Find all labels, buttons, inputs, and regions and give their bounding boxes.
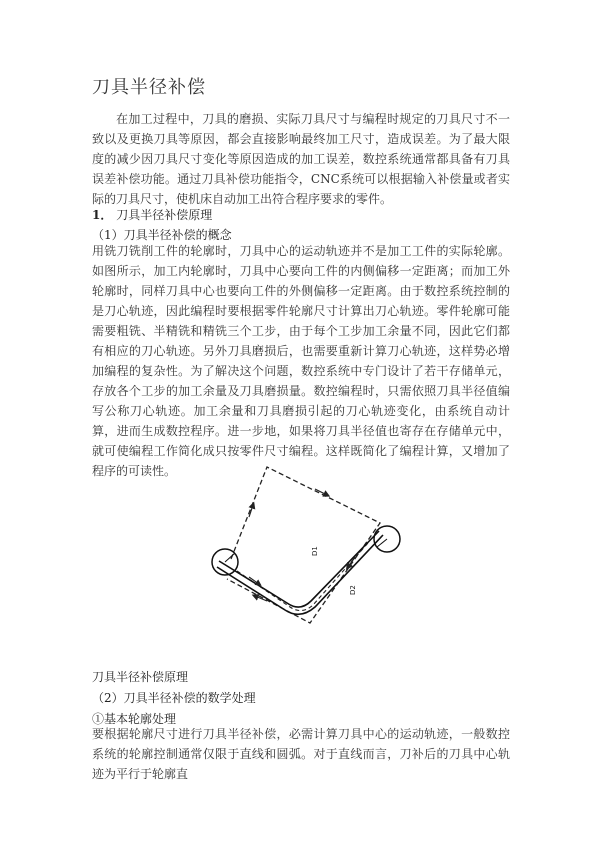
subsection-heading-math: （2）刀具半径补偿的数学处理 <box>92 691 256 705</box>
intro-paragraph: 在加工过程中，刀具的磨损、实际刀具尺寸与编程时规定的刀具尺寸不一致以及更换刀具等原因，都会直接影响最终加工尺寸，造成误差。为了最大限度的减少因刀具尺寸变化等原因造成的加工误差，数控系统通常都具备有刀具误差补偿功能。通过刀具补偿功能指令，CNC系统可以根据输入补偿量或者实际的刀具尺寸，使机床自动加工出符合程序要求的零件。 <box>92 112 510 206</box>
subsection-heading-concept: （1）刀具半径补偿的概念 <box>92 228 232 242</box>
concept-paragraph: 用铣刀铣削工件的轮廓时，刀具中心的运动轨迹并不是加工工件的实际轮廓。如图所示，加工内轮廓时，刀具中心要向工件的内侧偏移一定距离；而加工外轮廓时，同样刀具中心也要向工件的外侧偏移一定距离。由于数控系统控制的是刀心轨迹，因此编程时要根据零件轮廓尺寸计算出刀心轨迹。零件轮廓可能需要粗铣、半精铣和精铣三个工步，由于每个工步加工余量不同，因此它们都有相应的刀心轨迹。另外刀具磨损后，也需要重新计算刀心轨迹，这样势必增加编程的复杂性。为了解决这个问题，数控系统中专门设计了若干存储单元，存放各个工步的加工余量及刀具磨损量。数控编程时，只需依照刀具半径值编写公称刀心轨迹。加工余量和刀具磨损引起的刀心轨迹变化，由系统自动计算，进而生成数控程序。进一步地，如果将刀具半径值也寄存在存储单元中，就可使编程工作简化成只按零件尺寸编程。这样既简化了编程计算，又增加了程序的可读性。 <box>92 244 510 478</box>
inner-tool-path <box>237 543 368 611</box>
subsubsection-heading: ①基本轮廓处理 <box>92 712 177 726</box>
section-heading: 1． 刀具半径补偿原理 <box>92 208 213 222</box>
section-number: 1 <box>92 208 101 222</box>
label-d2: D2 <box>349 585 357 595</box>
math-paragraph: 要根据轮廓尺寸进行刀具半径补偿，必需计算刀具中心的运动轨迹，一般数控系统的轮廓控制通常仅限于直线和圆弧。对于直线而言，刀补后的刀具中心轨迹为平行于轮廓直 <box>92 727 510 781</box>
section-title: 刀具半径补偿原理 <box>116 208 213 222</box>
label-d1: D1 <box>311 546 319 556</box>
page-title: 刀具半径补偿 <box>92 77 206 98</box>
figure-caption: 刀具半径补偿原理 <box>92 670 189 684</box>
tool-radius-compensation-figure <box>205 455 405 650</box>
outer-tool-path <box>227 467 380 623</box>
